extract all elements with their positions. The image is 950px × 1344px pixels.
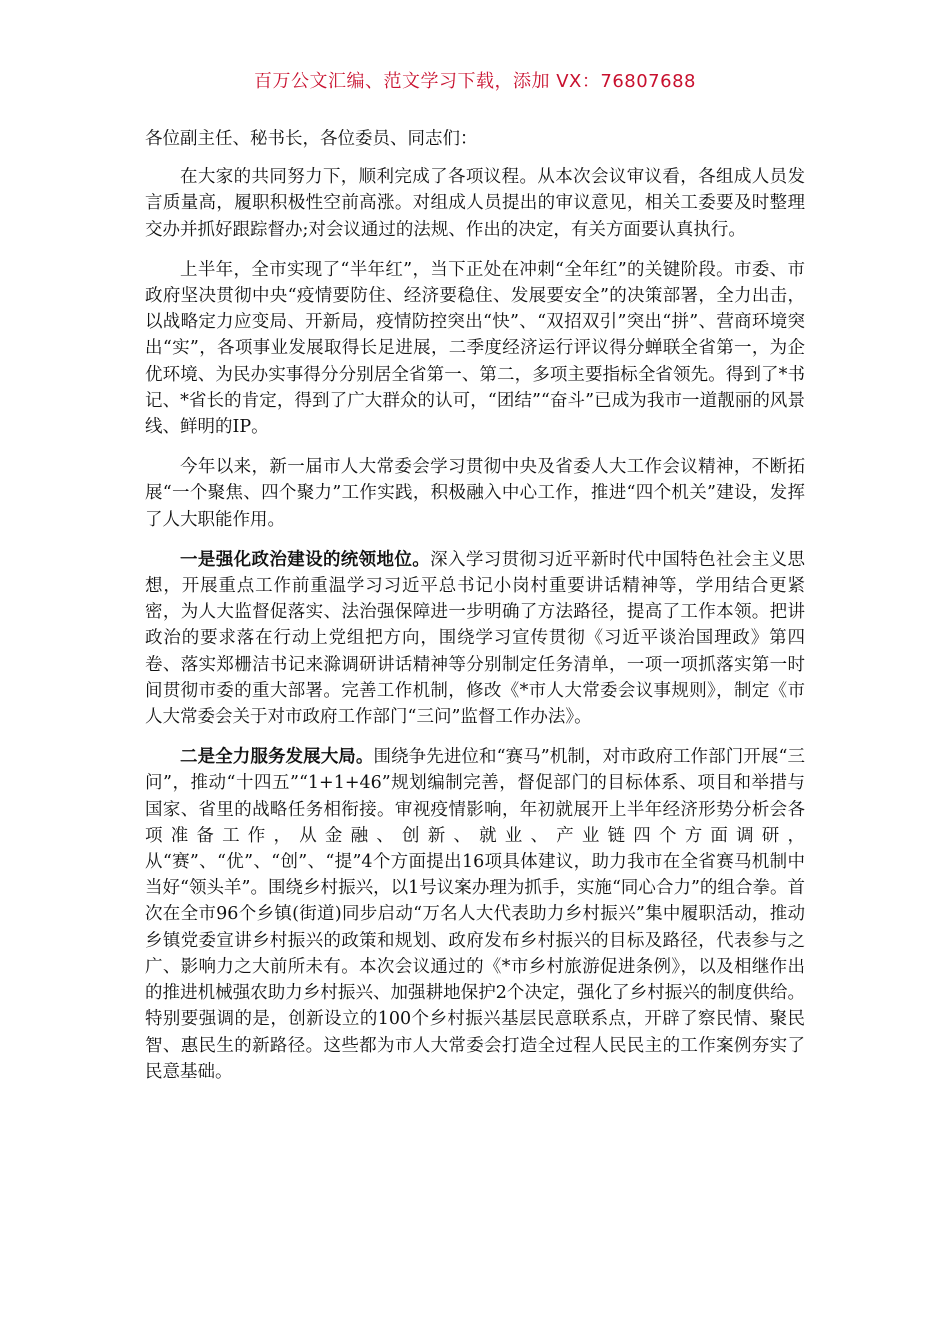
paragraph bbox=[145, 257, 805, 440]
paragraph-lead: 二是全力服务发展大局。 bbox=[180, 747, 374, 768]
paragraph bbox=[145, 744, 805, 1085]
paragraph-text: 围绕争先进位和“赛马”机制，对市政府工作部门开展“三问”，推动“十四五”“1+1+46”规划编制完善，督促部门的目标体系、项目和举措与国家、省里的战略任务相衔接。审视疫情影响，年初就展开上半年经济形势分析会各项准备工作，从金融、创新、就业、产业链四个方面调研，从“赛”、“优”、“创”、“提”4个方面提出16项具体建议，助力我市在全省赛马机制中当好“领头羊”。围绕乡村振兴，以1号议案办理为抓手，实施“同心合力”的组合拳。首次在全市96个乡镇(街道)同步启动“万名人大代表助力乡村振兴”集中履职活动，推动乡镇党委宣讲乡村振兴的政策和规划、政府发布乡村振兴的目标及路径，代表参与之广、影响力之大前所未有。本次会议通过的《*市乡村旅游促进条例》，以及相继作出的推进机械强农助力乡村振兴、加强耕地保护2个决定，强化了乡村振兴的制度供给。特别要强调的是，创新设立的100个乡村振兴基层民意联系点，开辟了察民情、聚民智、惠民生的新路径。这些都为市人大常委会打造全过程人民民主的工作案例夯实了民意基础。 bbox=[145, 747, 805, 1082]
paragraph bbox=[145, 454, 805, 533]
paragraph-text: 上半年，全市实现了“半年红”，当下正处在冲刺“全年红”的关键阶段。市委、市政府坚决贯彻中央“疫情要防住、经济要稳住、发展要安全”的决策部署，全力出击，以战略定力应变局、开新局，疫情防控突出“快”、“双招双引”突出“拼”、营商环境突出“实”，各项事业发展取得长足进展，二季度经济运行评议得分蝉联全省第一，为企优环境、为民办实事得分分别居全省第一、第二，多项主要指标全省领先。得到了*书记、*省长的肯定，得到了广大群众的认可，“团结”“奋斗”已成为我市一道靓丽的风景线、鲜明的IP。 bbox=[145, 259, 805, 438]
watermark-header: 百万公文汇编、范文学习下载，添加 VX：76807688 bbox=[254, 71, 696, 92]
paragraph-lead: 一是强化政治建设的统领地位。 bbox=[180, 549, 431, 570]
paragraph bbox=[145, 164, 805, 243]
salutation: 各位副主任、秘书长，各位委员、同志们： bbox=[145, 129, 478, 149]
paragraph bbox=[145, 547, 805, 730]
document-body bbox=[145, 126, 805, 1099]
paragraph-text: 今年以来，新一届市人大常委会学习贯彻中央及省委人大工作会议精神，不断拓展“一个聚焦、四个聚力”工作实践，积极融入中心工作，推进“四个机关”建设，发挥了人大职能作用。 bbox=[145, 457, 805, 530]
paragraph-text: 在大家的共同努力下，顺利完成了各项议程。从本次会议审议看，各组成人员发言质量高，履职积极性空前高涨。对组成人员提出的审议意见，相关工委要及时整理交办并抓好跟踪督办;对会议通过的法规、作出的决定，有关方面要认真执行。 bbox=[145, 167, 805, 240]
paragraph-text: 深入学习贯彻习近平新时代中国特色社会主义思想，开展重点工作前重温学习习近平总书记小岗村重要讲话精神等，学用结合更紧密，为人大监督促落实、法治强保障进一步明确了方法路径，提高了工作本领。把讲政治的要求落在行动上党组把方向，围绕学习宣传贯彻《习近平谈治国理政》第四卷、落实郑栅洁书记来滁调研讲话精神等分别制定任务清单，一项一项抓落实第一时间贯彻市委的重大部署。完善工作机制，修改《*市人大常委会议事规则》，制定《市人大常委会关于对市政府工作部门“三问”监督工作办法》。 bbox=[145, 549, 806, 728]
